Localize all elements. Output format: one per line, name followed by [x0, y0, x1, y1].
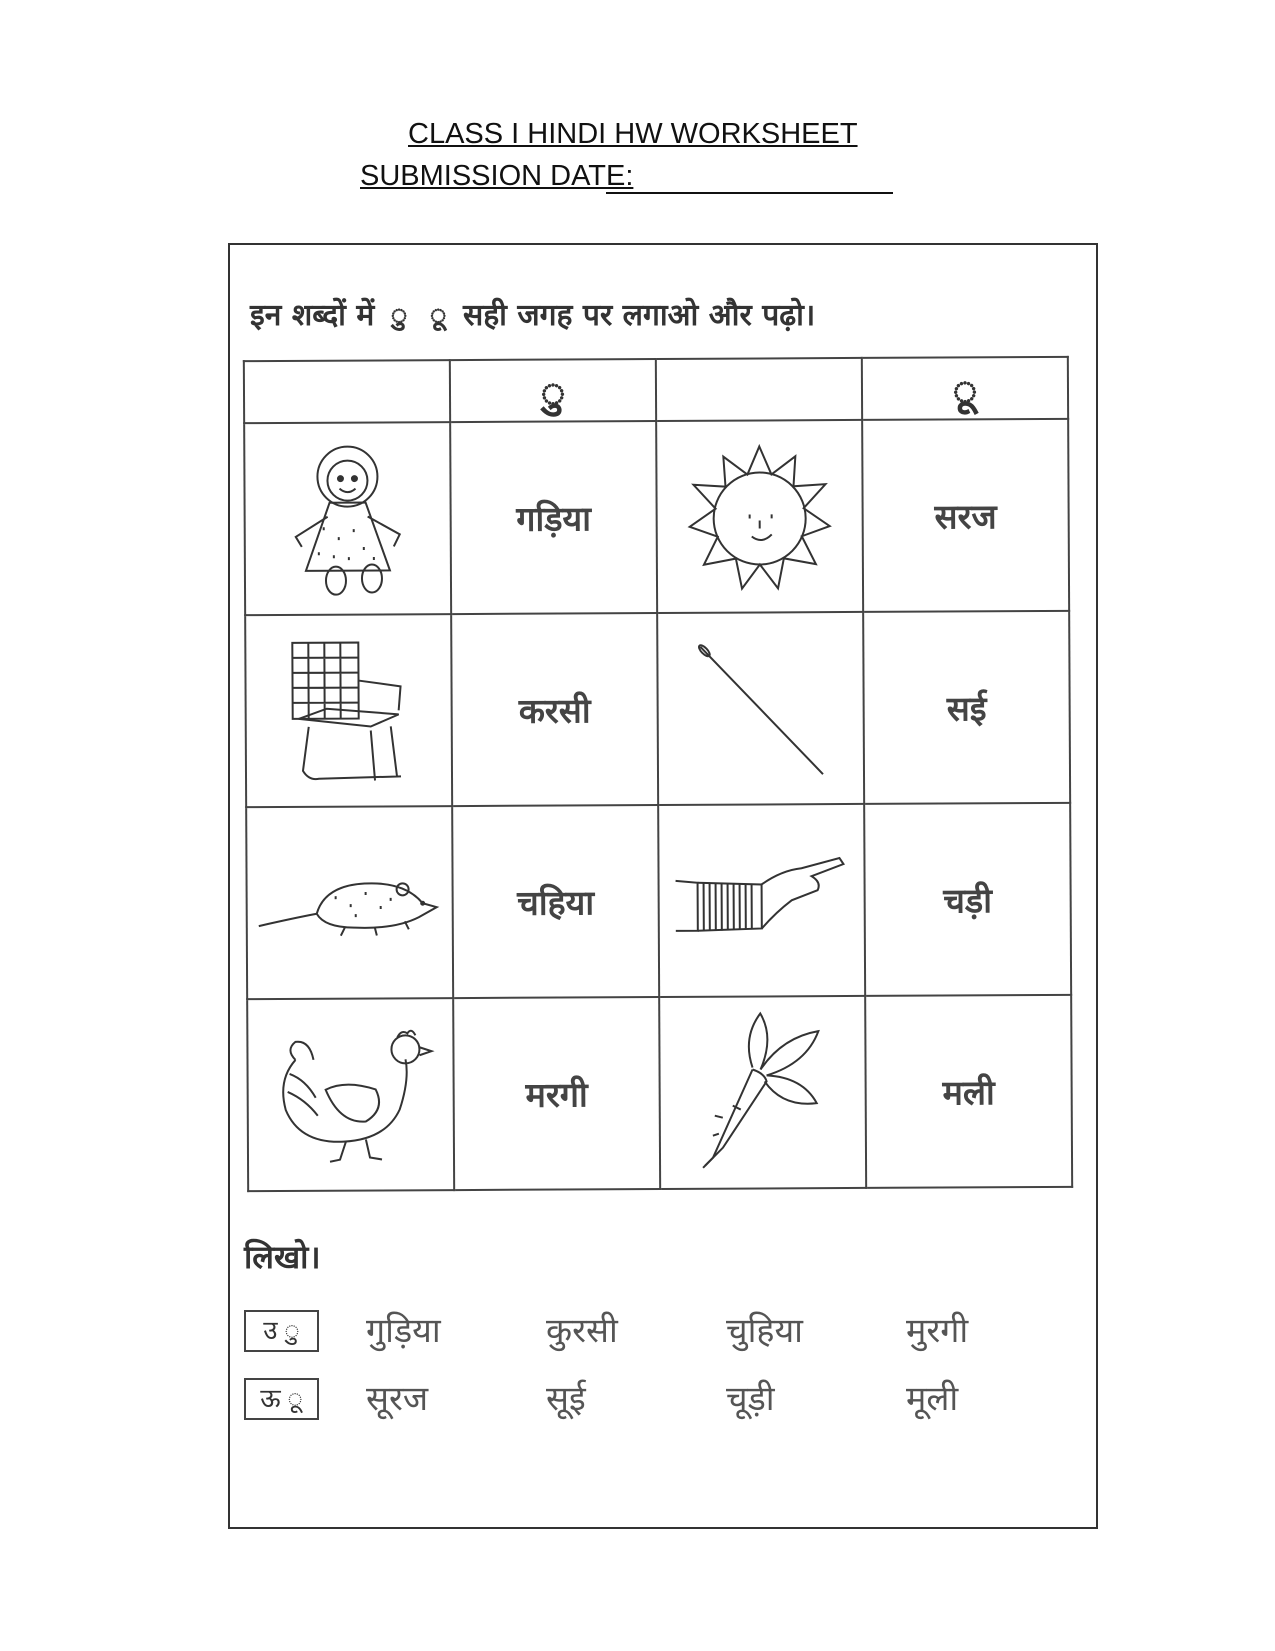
write-row-uu — [244, 1378, 1024, 1428]
word-murgi: मरगी — [525, 1075, 588, 1116]
trace-word[interactable]: चुहिया — [726, 1311, 803, 1351]
header-cell-u — [450, 359, 656, 422]
table-row — [246, 803, 1071, 999]
word-chuhiya: चहिया — [517, 883, 595, 924]
doll-icon — [277, 438, 418, 599]
word-cell[interactable] — [865, 995, 1072, 1188]
instruction-text-end: सही जगह पर लगाओ और पढ़ो। — [462, 298, 816, 333]
picture-cell — [246, 806, 453, 999]
table-row — [247, 995, 1072, 1191]
picture-cell — [245, 614, 452, 807]
word-gudiya: गड़िया — [516, 499, 592, 540]
worksheet-title: CLASS I HINDI HW WORKSHEET — [408, 118, 858, 150]
trace-word[interactable]: सूई — [546, 1379, 586, 1419]
needle-icon — [680, 628, 841, 789]
worksheet-frame — [228, 243, 1098, 1529]
word-sui: सई — [946, 689, 987, 730]
picture-cell — [659, 996, 866, 1189]
picture-cell — [658, 804, 865, 997]
submission-date-label: SUBMISSION DATE: — [360, 160, 634, 192]
header-cell-empty — [656, 358, 862, 421]
u-matra-mark: ु — [390, 297, 408, 331]
word-chudi: चड़ी — [943, 881, 993, 922]
trace-word[interactable]: कुरसी — [546, 1311, 618, 1351]
uu-matra-mark: ू — [429, 297, 447, 331]
picture-cell — [657, 612, 864, 805]
header-cell-uu — [862, 357, 1068, 420]
bangles-icon — [671, 850, 852, 951]
submission-date-blank[interactable] — [606, 192, 893, 194]
uu-matra-header: ू — [952, 364, 978, 414]
chair-icon — [278, 630, 419, 791]
trace-word[interactable]: मुरगी — [906, 1311, 969, 1351]
instruction-text-start: इन शब्दों में — [250, 298, 375, 333]
hen-icon — [265, 1019, 436, 1170]
word-cell[interactable] — [864, 803, 1071, 996]
instruction — [250, 293, 815, 334]
matra-table — [243, 356, 1073, 1192]
write-section-title: लिखो। — [244, 1238, 321, 1276]
uu-vowel-box: ऊ ू — [244, 1378, 319, 1420]
mouse-icon — [254, 857, 444, 948]
trace-word[interactable]: सूरज — [366, 1379, 429, 1419]
word-cell[interactable] — [450, 421, 657, 614]
table-row — [245, 611, 1070, 807]
word-cell[interactable] — [862, 419, 1069, 612]
u-matra-header: ु — [540, 366, 566, 417]
word-cell[interactable] — [863, 611, 1070, 804]
picture-cell — [244, 422, 451, 615]
trace-word[interactable]: मूली — [906, 1379, 959, 1419]
write-row-u — [244, 1310, 1024, 1360]
word-cell[interactable] — [452, 805, 659, 998]
trace-word[interactable]: चूड़ी — [726, 1379, 775, 1419]
word-muli: मली — [942, 1073, 995, 1114]
picture-cell — [656, 420, 863, 613]
sun-icon — [679, 436, 840, 597]
word-cell[interactable] — [453, 997, 660, 1190]
picture-cell — [247, 998, 454, 1191]
trace-word[interactable]: गुड़िया — [366, 1311, 441, 1351]
header-cell-empty — [244, 360, 450, 423]
word-kursi: करसी — [518, 691, 591, 732]
table-row — [244, 419, 1069, 615]
table-header-row — [244, 357, 1068, 423]
word-cell[interactable] — [451, 613, 658, 806]
word-suraj: सरज — [934, 497, 997, 538]
radish-icon — [682, 1007, 843, 1178]
u-vowel-box: उ ु — [244, 1310, 319, 1352]
